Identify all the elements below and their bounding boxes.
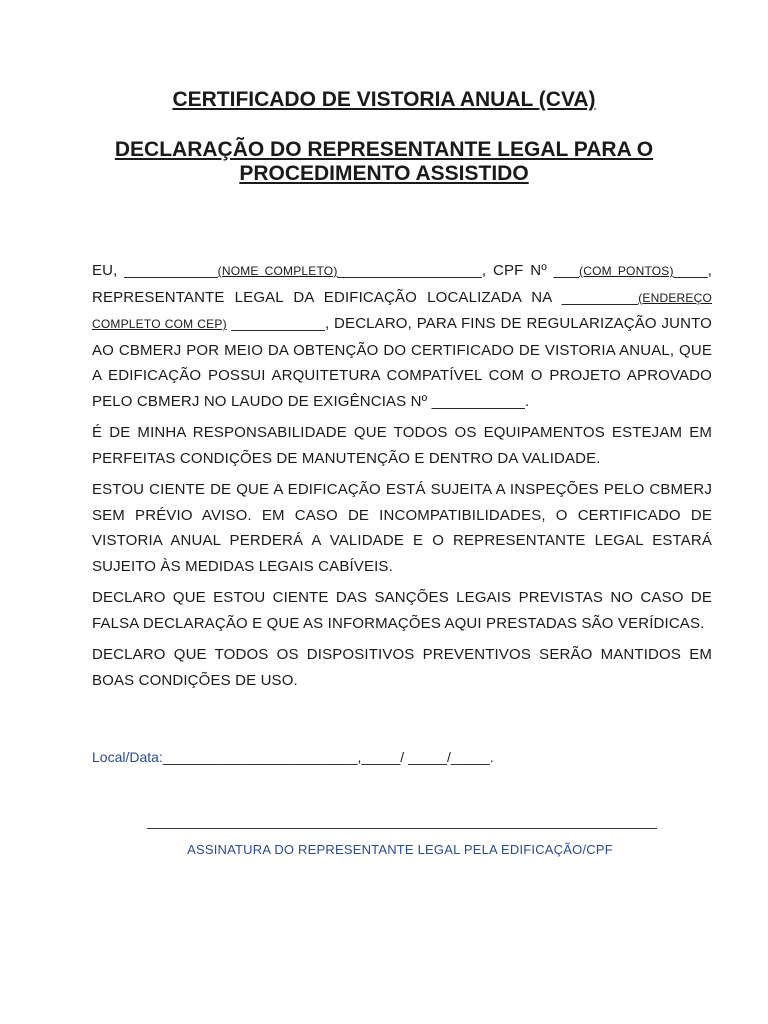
document-title: CERTIFICADO DE VISTORIA ANUAL (CVA) <box>172 88 596 111</box>
paragraph-identification <box>92 258 712 414</box>
signature-line <box>147 828 657 829</box>
declaration-body <box>92 258 712 699</box>
paragraph-inspections: ESTOU CIENTE DE QUE A EDIFICAÇÃO ESTÁ SUJEITA A INSPEÇÕES PELO CBMERJ SEM PRÉVIO AVISO. EM CASO DE INCOMPATIBILIDADES, O CERTIFICADO DE VISTORIA ANUAL PERDERÁ A VALIDADE E O REPRESENTANTE LEGAL ESTARÁ SUJEITO ÀS MEDIDAS LEGAIS CABÍVEIS. <box>92 481 712 575</box>
signature-caption: ASSINATURA DO REPRESENTANTE LEGAL PELA EDIFICAÇÃO/CPF <box>187 842 613 857</box>
placeholder-nome-completo: (NOME COMPLETO) <box>217 264 338 278</box>
local-data-line <box>92 749 494 765</box>
p1-text-d: ___________, DECLARO, PARA FINS DE REGULARIZAÇÃO JUNTO AO CBMERJ POR MEIO DA OBTENÇÃO DO CERTIFICADO DE VISTORIA ANUAL, QUE A EDIFICAÇÃO POSSUI ARQUITETURA COMPATÍVEL COM O PROJETO APROVADO PELO CBMERJ NO LAUDO DE EXIGÊNCIAS Nº ___________. <box>92 315 712 410</box>
document-subtitle <box>60 138 708 186</box>
p1-text-a: EU, ___________ <box>92 262 218 279</box>
paragraph-sanctions: DECLARO QUE ESTOU CIENTE DAS SANÇÕES LEGAIS PREVISTAS NO CASO DE FALSA DECLARAÇÃO E QUE AS INFORMAÇÕES AQUI PRESTADAS SÃO VERÍDICAS. <box>92 589 712 632</box>
paragraph-devices: DECLARO QUE TODOS OS DISPOSITIVOS PREVENTIVOS SERÃO MANTIDOS EM BOAS CONDIÇÕES DE USO. <box>92 646 712 689</box>
placeholder-endereco: (ENDEREÇO COMPLETO COM CEP) <box>92 290 712 331</box>
local-data-label: Local/Data: <box>92 749 163 765</box>
paragraph-responsibility: É DE MINHA RESPONSABILIDADE QUE TODOS OS EQUIPAMENTOS ESTEJAM EM PERFEITAS CONDIÇÕES DE MANUTENÇÃO E DENTRO DA VALIDADE. <box>92 424 712 467</box>
local-data-blanks: _________________________,_____/ _____/_____. <box>162 749 494 765</box>
p1-text-b: _________________, CPF Nº ___ <box>337 262 580 279</box>
placeholder-com-pontos: (COM PONTOS) <box>579 264 674 278</box>
subtitle-line-1: DECLARAÇÃO DO REPRESENTANTE LEGAL PARA O <box>114 138 654 161</box>
subtitle-line-2: PROCEDIMENTO ASSISTIDO <box>239 162 529 185</box>
p1-text-c: ____, REPRESENTANTE LEGAL DA EDIFICAÇÃO LOCALIZADA NA _________ <box>92 262 713 306</box>
